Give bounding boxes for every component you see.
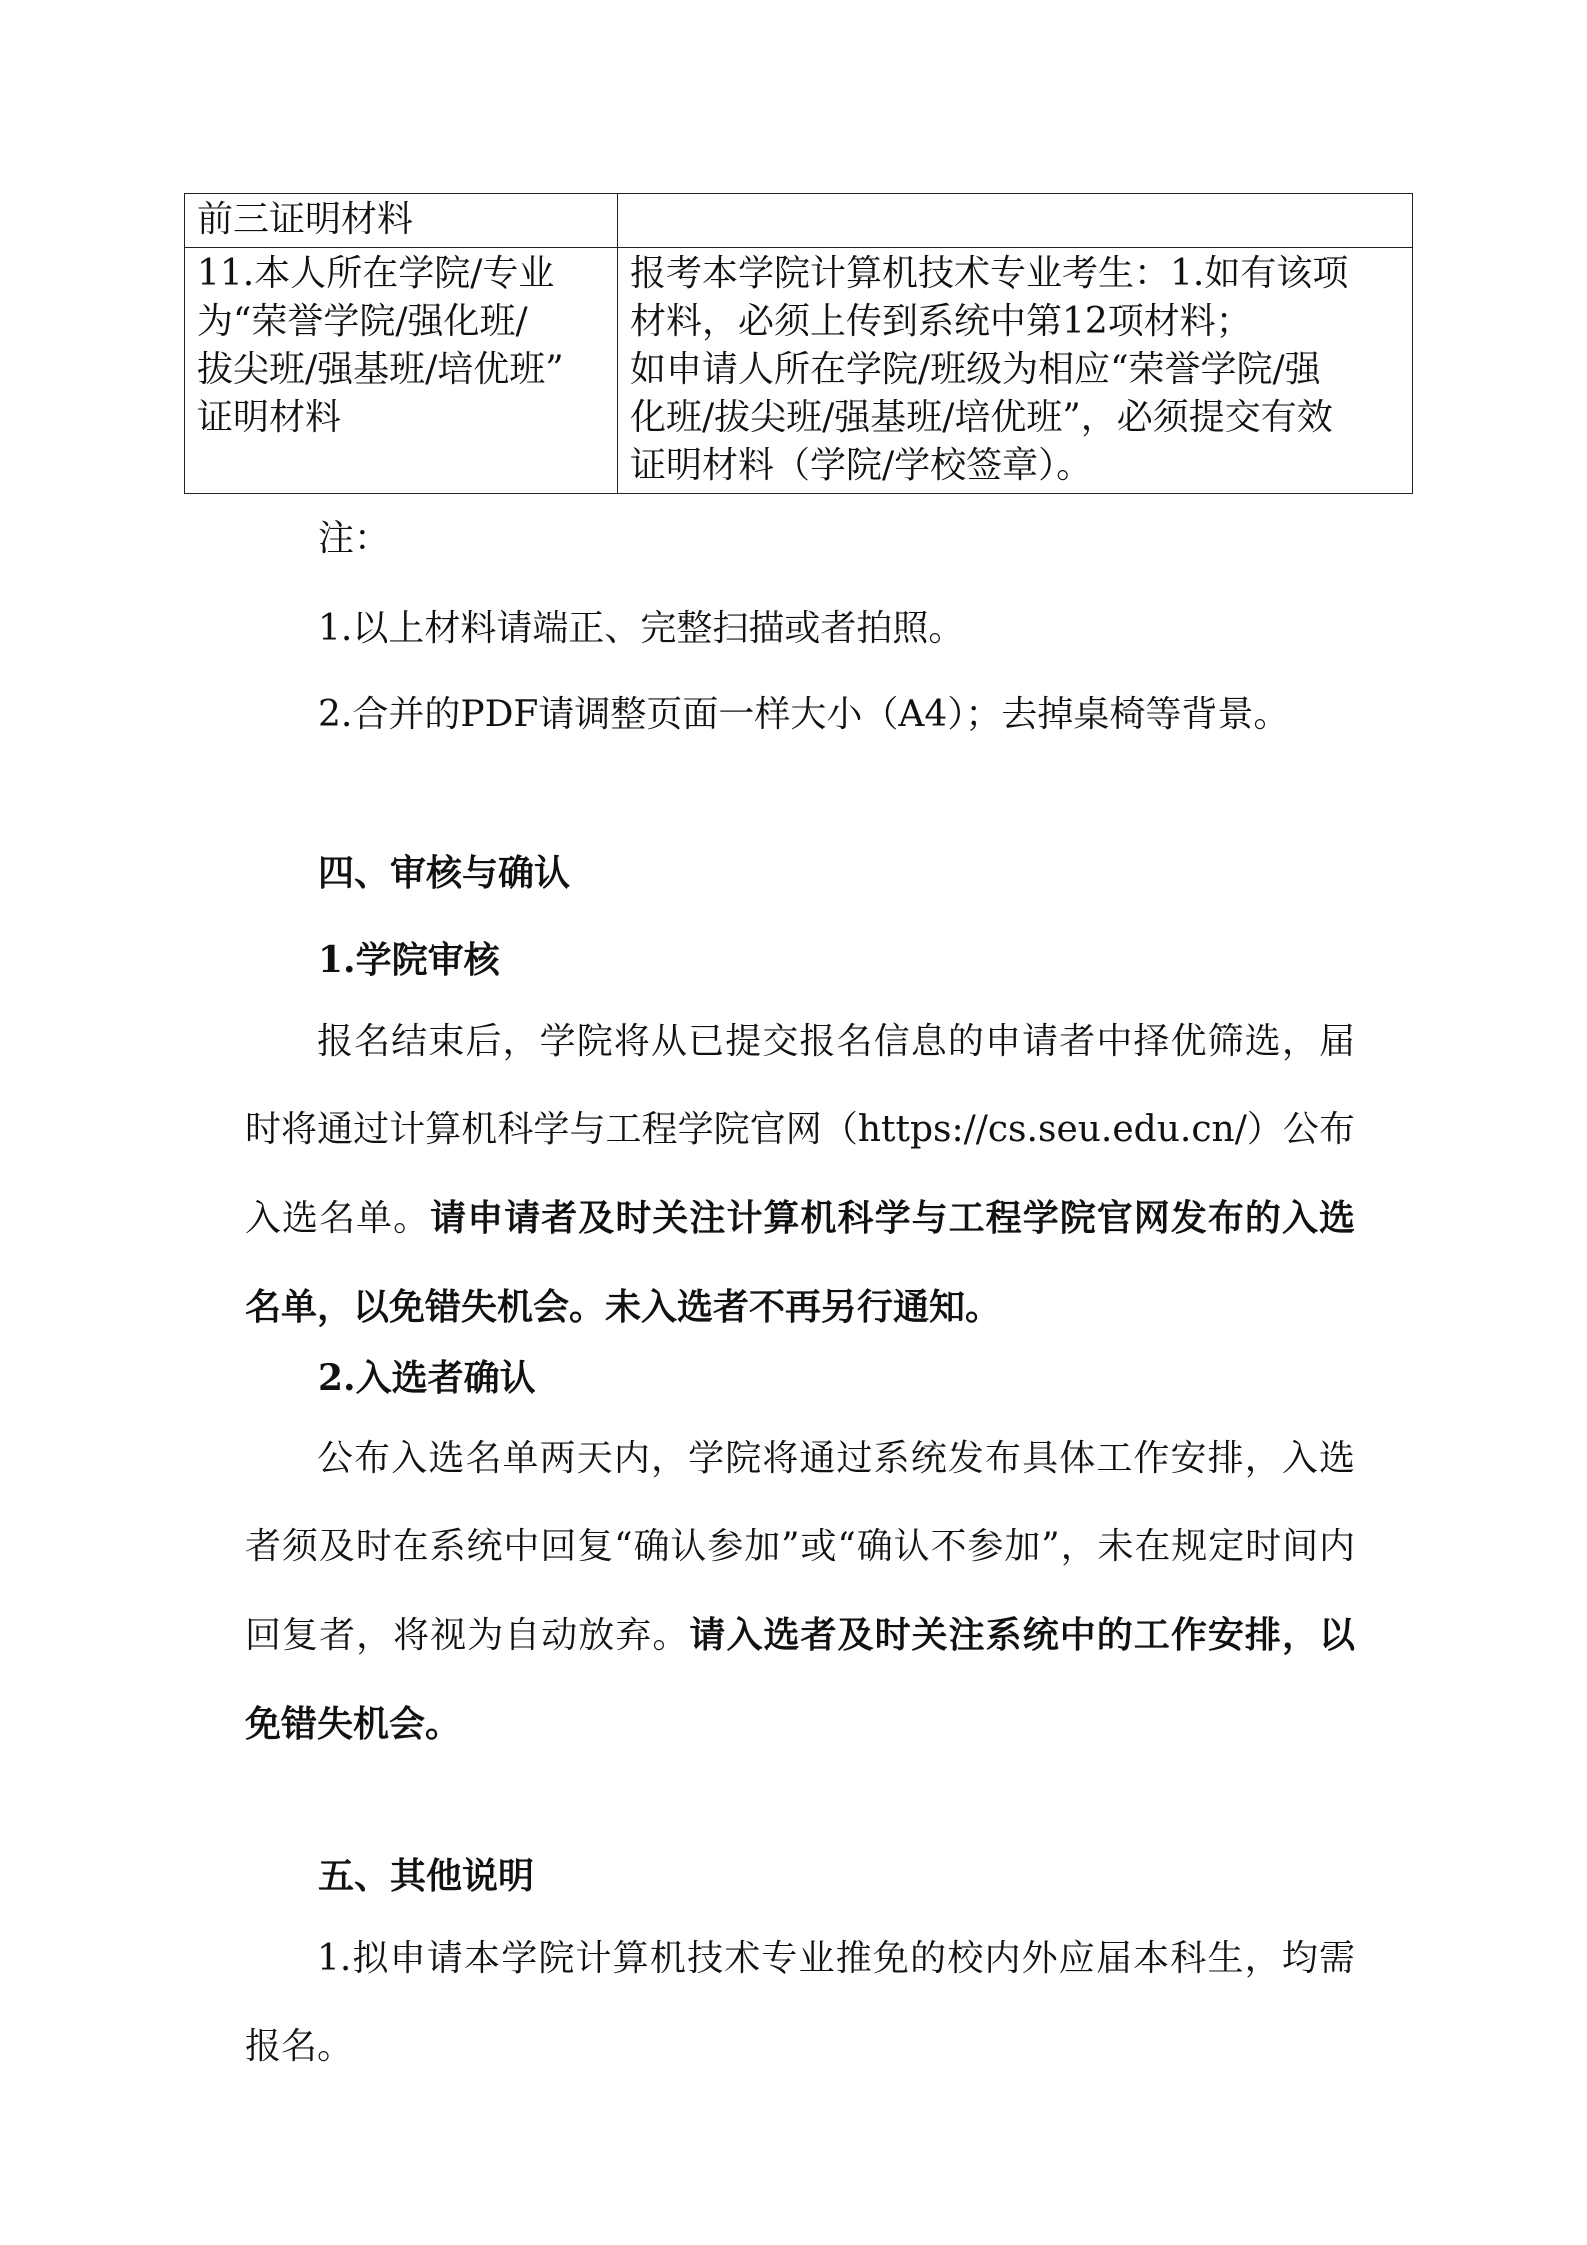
section-heading: 四、审核与确认 [318, 852, 571, 894]
paragraph [245, 998, 1355, 1352]
materials-table [184, 193, 1413, 494]
section-heading: 五、其他说明 [318, 1855, 535, 1897]
table-cell-text: 前三证明材料 [197, 199, 414, 240]
paragraph-text: 1.拟申请本学院计算机技术专业推免的校内外应届本科生，均需报名。 [245, 1938, 1355, 2067]
table-row [185, 194, 1413, 248]
table-cell-text: 11.本人所在学院/专业 为“荣誉学院/强化班/ 拔尖班/强基班/培优班” 证明材料 [197, 253, 564, 438]
table-cell-right [618, 248, 1413, 494]
subsection-heading: 1.学院审核 [318, 939, 500, 981]
subsection-heading: 2.入选者确认 [318, 1357, 536, 1399]
paragraph-text: 公布入选名单两天内，学院将通过系统发布具体工作安排，入选者须及时在系统中回复“确认参加”或“确认不参加”，未在规定时间内回复者，将视为自动放弃。 [245, 1438, 1355, 1656]
paragraph-emphasis: 请入选者及时关注系统中的工作安排，以免错失机会。 [245, 1614, 1355, 1745]
note-item: 1.以上材料请端正、完整扫描或者拍照。 [318, 608, 965, 649]
table-cell-text: 报考本学院计算机技术专业考生：1.如有该项 材料，必须上传到系统中第12项材料； 如申请人所在学院/班级为相应“荣誉学院/强 化班/拔尖班/强基班/培优班”，必须提交有效 证明材料（学院/学校签章）。 [630, 253, 1349, 486]
notes-label: 注： [318, 518, 391, 559]
table-cell-left [185, 248, 618, 494]
note-item: 2.合并的PDF请调整页面一样大小（A4）；去掉桌椅等背景。 [318, 694, 1290, 735]
paragraph [245, 1415, 1355, 1769]
paragraph-emphasis: 请申请者及时关注计算机科学与工程学院官网发布的入选名单，以免错失机会。未入选者不再另行通知。 [245, 1197, 1355, 1328]
paragraph [245, 1915, 1355, 2091]
table-row [185, 248, 1413, 494]
table-cell-left [185, 194, 618, 248]
paragraph-text: 报名结束后，学院将从已提交报名信息的申请者中择优筛选，届时将通过计算机科学与工程学院官网（https://cs.seu.edu.cn/）公布入选名单。 [245, 1021, 1355, 1239]
table-cell-right [618, 194, 1413, 248]
